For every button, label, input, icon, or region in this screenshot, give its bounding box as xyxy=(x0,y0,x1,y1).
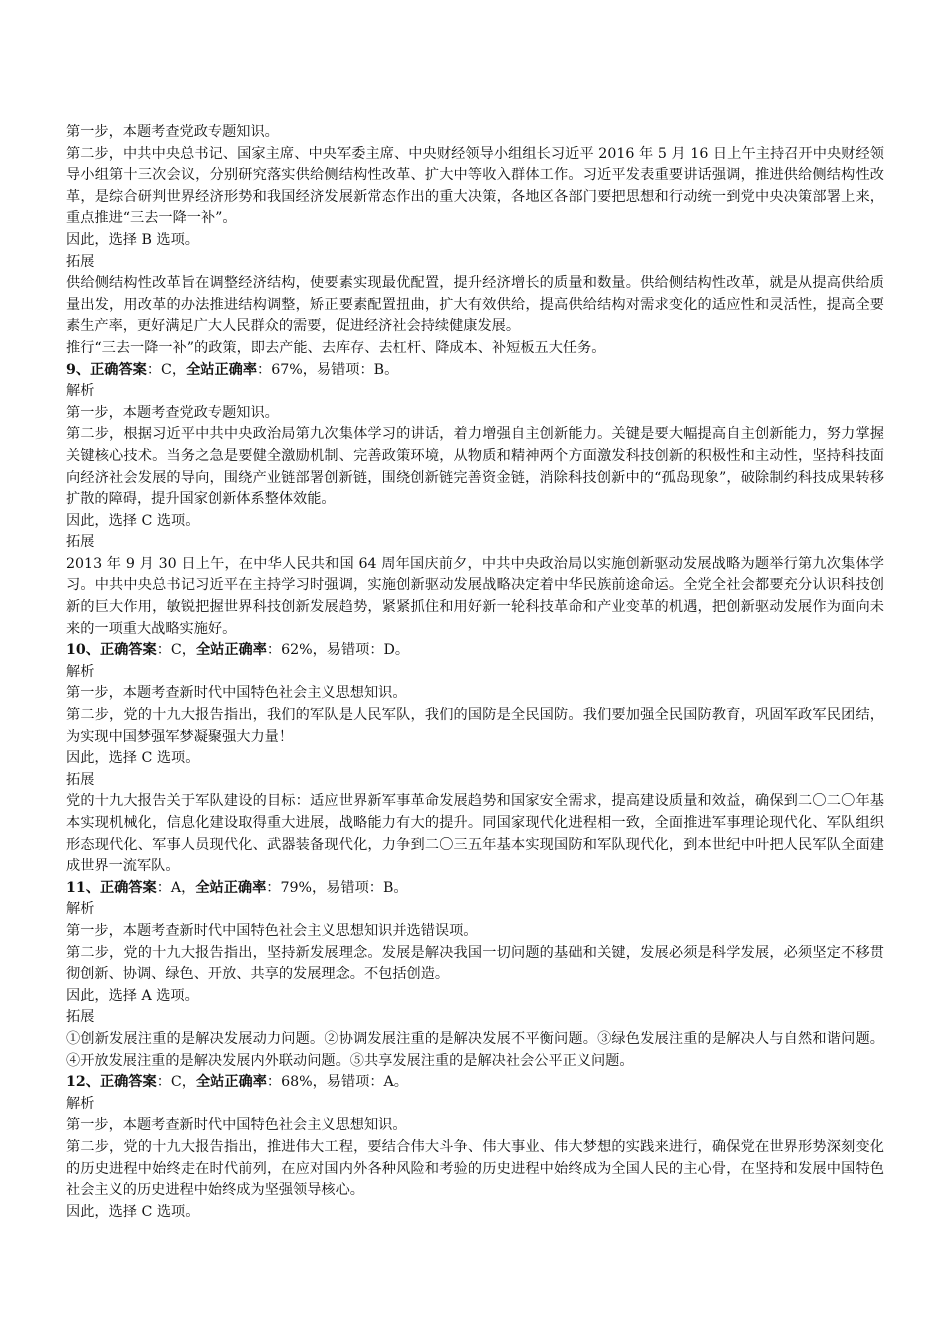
analysis-step-1: 第一步，本题考查新时代中国特色社会主义思想知识。 xyxy=(66,1117,407,1134)
answer-header xyxy=(66,640,884,662)
analysis-step-2: 第二步，党的十九大报告指出，推进伟大工程，要结合伟大斗争、伟大事业、伟大梦想的实践来进行，确保党在世界形势深刻变化的历史进程中始终走在时代前列，在应对国内外各种风险和考验的历史进程中始终成为全国人民的主心骨，在坚持和发展中国特色社会主义的历史进程中始终成为坚强领导核心。 xyxy=(66,1138,884,1199)
analysis-conclusion: 因此，选择 C 选项。 xyxy=(66,1203,200,1220)
correct-answer-label: 正确答案 xyxy=(99,879,157,896)
correct-answer-value: ：A， xyxy=(156,879,196,896)
question-9 xyxy=(66,360,884,641)
analysis-label: 解析 xyxy=(66,901,95,918)
correct-answer-value: ：C， xyxy=(146,361,187,378)
analysis-conclusion: 因此，选择 B 选项。 xyxy=(66,231,199,248)
analysis-conclusion: 因此，选择 A 选项。 xyxy=(66,987,199,1004)
extension-paragraph: 党的十九大报告关于军队建设的目标：适应世界新军事革命发展趋势和国家安全需求，提高建设质量和效益，确保到二〇二〇年基本实现机械化，信息化建设取得重大进展，战略能力有大的提升。同国家现代化进程相一致，全面推进军事理论现代化、军队组织形态现代化、军事人员现代化、武器装备现代化，力争到二〇三五年基本实现国防和军队现代化，到本世纪中叶把人民军队全面建成世界一流军队。 xyxy=(66,793,884,875)
accuracy-label: 全站正确率 xyxy=(195,1074,267,1091)
extension-label: 拓展 xyxy=(66,534,95,551)
extension-paragraph: 供给侧结构性改革旨在调整经济结构，使要素实现最优配置，提升经济增长的质量和数量。供给侧结构性改革，就是从提高供给质量出发，用改革的办法推进结构调整，矫正要素配置扭曲，扩大有效供给，提高供给结构对需求变化的适应性和灵活性，提高全要素生产率，更好满足广大人民群众的需要，促进经济社会持续健康发展。 xyxy=(66,275,884,335)
analysis-step-2: 第二步，根据习近平中共中央政治局第九次集体学习的讲话，着力增强自主创新能力。关键是要大幅提高自主创新能力，努力掌握关键核心技术。当务之急是要健全激励机制、完善政策环境，从物质和精神两个方面激发科技创新的积极性和主动性，坚持科技面向经济社会发展的导向，围绕产业链部署创新链，围绕创新链完善资金链，消除科技创新中的“孤岛现象”，破除制约科技成果转移扩散的障碍，提升国家创新体系整体效能。 xyxy=(66,426,884,508)
analysis-step-2: 第二步，党的十九大报告指出，坚持新发展理念。发展是解决我国一切问题的基础和关键，发展必须是科学发展，必须坚定不移贯彻创新、协调、绿色、开放、共享的发展理念。不包括创造。 xyxy=(66,944,884,983)
analysis-label: 解析 xyxy=(66,383,95,400)
analysis-label: 解析 xyxy=(66,663,95,680)
question-12 xyxy=(66,1072,884,1223)
extension-paragraph: 推行“三去一降一补”的政策，即去产能、去库存、去杠杆、降成本、补短板五大任务。 xyxy=(66,339,606,356)
answer-header xyxy=(66,360,884,382)
correct-answer-value: ：C， xyxy=(156,1074,196,1091)
question-11 xyxy=(66,878,884,1072)
analysis-step-2: 第二步，党的十九大报告指出，我们的军队是人民军队，我们的国防是全民国防。我们要加强全民国防教育，巩固军政军民团结，为实现中国梦强军梦凝聚强大力量！ xyxy=(66,707,884,745)
extension-paragraph: ①创新发展注重的是解决发展动力问题。②协调发展注重的是解决发展不平衡问题。③绿色发展注重的是解决人与自然和谐问题。④开放发展注重的是解决发展内外联动问题。⑤共享发展注重的是解决社会公平正义问题。 xyxy=(66,1030,884,1069)
analysis-step-1: 第一步，本题考查党政专题知识。 xyxy=(66,404,279,421)
correct-answer-label: 正确答案 xyxy=(99,1074,157,1091)
extension-label: 拓展 xyxy=(66,771,95,788)
accuracy-value: ：67%，易错项：B。 xyxy=(257,361,399,378)
question-number: 11、 xyxy=(66,879,100,896)
answer-header xyxy=(66,878,884,900)
extension-label: 拓展 xyxy=(66,1009,95,1026)
accuracy-value: ：62%，易错项：D。 xyxy=(266,642,410,659)
question-number: 12、 xyxy=(66,1074,100,1091)
correct-answer-value: ：C， xyxy=(156,642,196,659)
analysis-conclusion: 因此，选择 C 选项。 xyxy=(66,512,200,529)
accuracy-label: 全站正确率 xyxy=(195,642,267,659)
extension-paragraph: 2013 年 9 月 30 日上午，在中华人民共和国 64 周年国庆前夕，中共中央政治局以实施创新驱动发展战略为题举行第九次集体学习。中共中央总书记习近平在主持学习时强调，实施创新驱动发展战略决定着中华民族前途命运。全党全社会都要充分认识科技创新的巨大作用，敏锐把握世界科技创新发展趋势，紧紧抓住和用好新一轮科技革命和产业变革的机遇，把创新驱动发展作为面向未来的一项重大战略实施好。 xyxy=(66,555,884,637)
analysis-label: 解析 xyxy=(66,1095,95,1112)
analysis-step-1: 第一步，本题考查新时代中国特色社会主义思想知识并选错误项。 xyxy=(66,922,478,939)
answer-header xyxy=(66,1072,884,1094)
accuracy-label: 全站正确率 xyxy=(186,361,258,378)
extension-label: 拓展 xyxy=(66,253,95,270)
correct-answer-label: 正确答案 xyxy=(99,642,157,659)
question-number: 9、 xyxy=(66,361,91,378)
question-10 xyxy=(66,640,884,878)
analysis-conclusion: 因此，选择 C 选项。 xyxy=(66,750,200,767)
analysis-step-1: 第一步，本题考查党政专题知识。 xyxy=(66,124,279,140)
question-number: 10、 xyxy=(66,642,100,659)
correct-answer-label: 正确答案 xyxy=(90,361,147,378)
accuracy-label: 全站正确率 xyxy=(195,879,267,896)
analysis-step-2: 第二步，中共中央总书记、国家主席、中央军委主席、中央财经领导小组组长习近平 2016 年 5 月 16 日上午主持召开中央财经领导小组第十三次会议，分别研究落实供给侧结构性改革、扩大中等收入群体工作。习近平发表重要讲话强调，推进供给侧结构性改革，是综合研判世界经济形势和我国经济发展新常态作出的重大决策，各地区各部门要把思想和行动统一到党中央决策部署上来，重点推进“三去一降一补”。 xyxy=(66,145,884,227)
analysis-step-1: 第一步，本题考查新时代中国特色社会主义思想知识。 xyxy=(66,685,407,702)
accuracy-value: ：79%，易错项：B。 xyxy=(266,879,408,896)
accuracy-value: ：68%，易错项：A。 xyxy=(266,1074,408,1091)
question-8-analysis xyxy=(66,122,884,360)
